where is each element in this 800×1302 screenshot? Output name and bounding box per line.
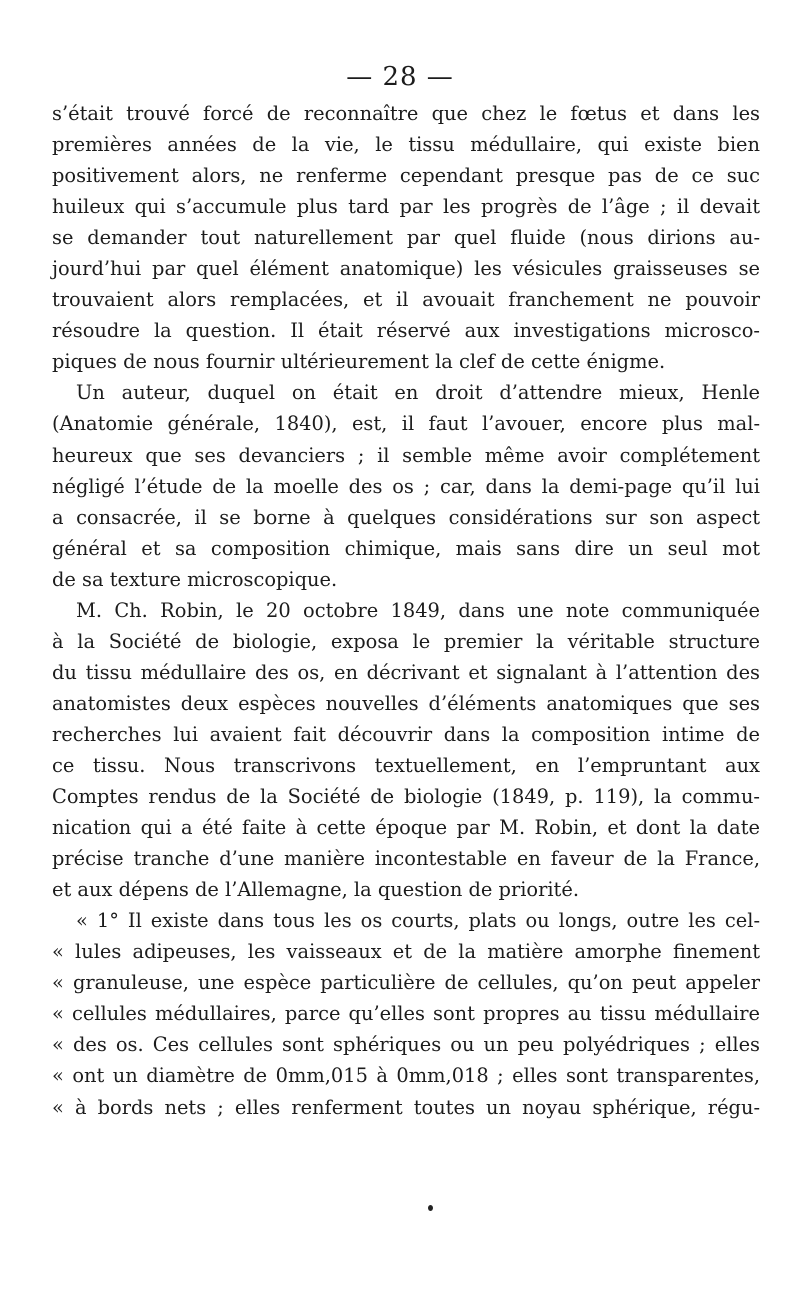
text-line: M. Ch. Robin, le 20 octobre 1849, dans une note communiquée [76,598,760,622]
text-line: et aux dépens de l’Allemagne, la question de priorité. [52,878,579,902]
text-line: (Anatomie générale, 1840), est, il faut l’avouer, encore plus mal- [52,412,760,436]
text-line: huileux qui s’accumule plus tard par les progrès de l’âge ; il devait [52,195,760,219]
text-line: trouvaient alors remplacées, et il avouait franchement ne pouvoir [52,288,760,312]
text-line: anatomistes deux espèces nouvelles d’éléments anatomiques que ses [52,691,760,715]
text-line: Un auteur, duquel on était en droit d’attendre mieux, Henle [76,381,760,405]
text-line: ce tissu. Nous transcrivons textuellement, en l’empruntant aux [52,753,760,777]
text-line: « à bords nets ; elles renferment toutes un noyau sphérique, régu- [52,1095,760,1119]
text-line: « ont un diamètre de 0mm,015 à 0mm,018 ; elles sont transparentes, [52,1064,760,1088]
text-line: Comptes rendus de la Société de biologie (1849, p. 119), la commu- [52,785,760,809]
text-line: général et sa composition chimique, mais sans dire un seul mot [52,536,760,560]
text-line: négligé l’étude de la moelle des os ; car, dans la demi-page qu’il lui [52,474,760,498]
text-line: jourd’hui par quel élément anatomique) les vésicules graisseuses se [52,257,760,281]
text-line: heureux que ses devanciers ; il semble même avoir complétement [52,443,760,467]
text-line: à la Société de biologie, exposa le premier la véritable structure [52,629,760,653]
text-line: « cellules médullaires, parce qu’elles sont propres au tissu médullaire [52,1002,760,1026]
text-line: se demander tout naturellement par quel fluide (nous dirions au- [52,226,760,250]
text-line: « lules adipeuses, les vaisseaux et de la matière amorphe finement [52,940,760,964]
text-line: « des os. Ces cellules sont sphériques ou un peu polyédriques ; elles [52,1033,760,1057]
text-line: s’était trouvé forcé de reconnaître que chez le fœtus et dans les [52,102,760,125]
text-line: de sa texture microscopique. [52,567,338,591]
text-line: positivement alors, ne renferme cependant presque pas de ce suc [52,164,760,188]
text-line: précise tranche d’une manière incontestable en faveur de la France, [52,847,760,871]
ink-speck [428,1205,433,1211]
text-line: premières années de la vie, le tissu médullaire, qui existe bien [52,133,760,157]
text-line: du tissu médullaire des os, en décrivant et signalant à l’attention des [52,660,760,684]
text-line: « granuleuse, une espèce particulière de cellules, qu’on peut appeler [52,971,760,995]
text-line: résoudre la question. Il était réservé aux investigations microsco- [52,319,760,343]
page-number: — 28 — [346,62,454,92]
text-line: nication qui a été faite à cette époque par M. Robin, et dont la date [52,816,760,840]
text-line: « 1° Il existe dans tous les os courts, plats ou longs, outre les cel- [76,909,760,933]
text-line: piques de nous fournir ultérieurement la clef de cette énigme. [52,350,666,374]
body-text [52,98,760,1123]
text-line: recherches lui avaient fait découvrir dans la composition intime de [52,722,760,746]
text-line: a consacrée, il se borne à quelques considérations sur son aspect [52,505,760,529]
